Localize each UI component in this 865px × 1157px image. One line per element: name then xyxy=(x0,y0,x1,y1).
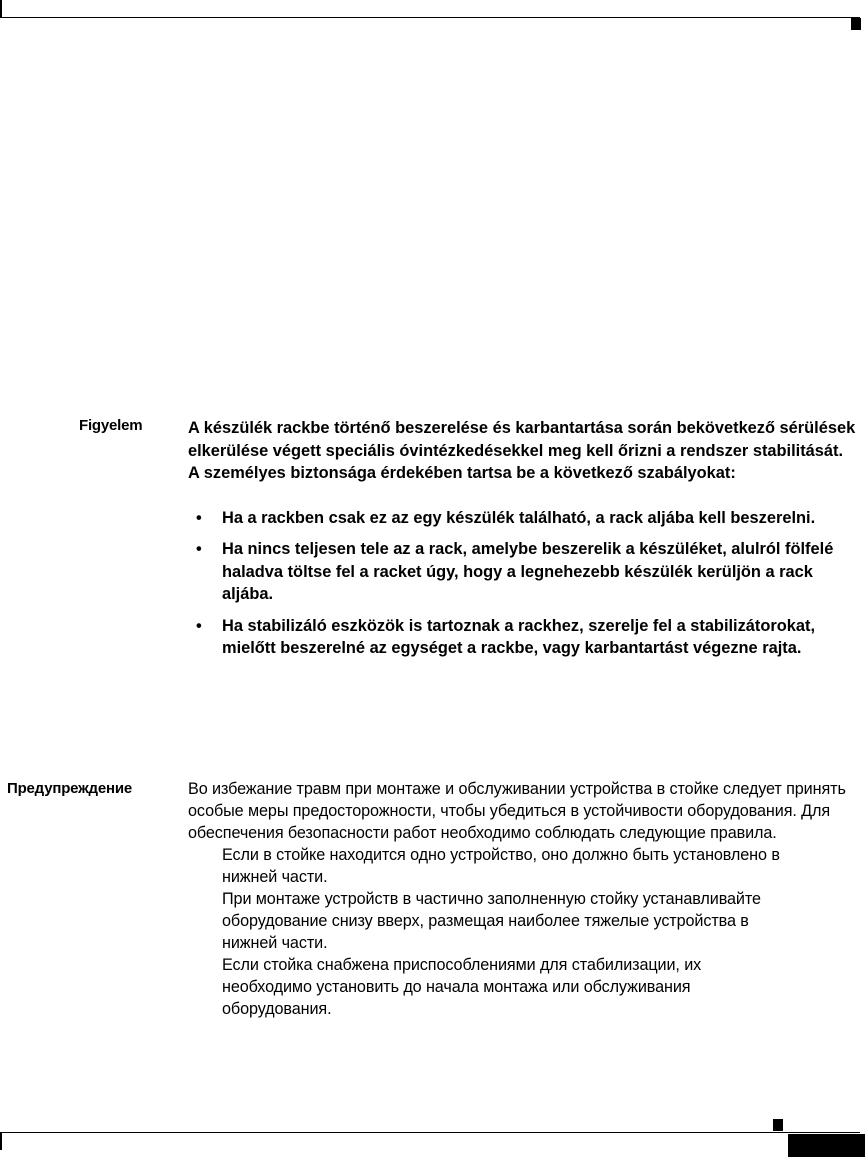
list-item: Если в стойке находится одно устройство, оно должно быть установлено в нижней части. xyxy=(222,846,780,886)
russian-warning-text xyxy=(188,778,858,1020)
hungarian-warning-text xyxy=(188,417,858,669)
footer-marker xyxy=(773,1119,783,1131)
list-item-text: Ha nincs teljesen tele az a rack, amelybe beszerelik a készüléket, alulról fölfelé haladva töltse fel a racket úgy, hogy a legnehezebb készülék kerüljön a rack aljába. xyxy=(222,540,834,603)
page-number-tab xyxy=(788,1134,865,1157)
bullet-icon: • xyxy=(196,508,202,527)
header-rule xyxy=(0,17,860,18)
list-item: При монтаже устройств в частично заполненную стойку устанавливайте оборудование снизу вверх, размещая наиболее тяжелые устройства в нижней части. xyxy=(222,890,761,952)
list-item xyxy=(188,538,858,606)
list-item xyxy=(188,615,858,660)
russian-warning-paragraph: Во избежание травм при монтаже и обслуживании устройства в стойке следует принять особые меры предосторожности, чтобы убедиться в устойчивости оборудования. Для обеспечения безопасности работ необходимо соблюдать следующие правила. xyxy=(188,780,846,842)
russian-warning-label: Предупреждение xyxy=(7,780,133,797)
bullet-icon: • xyxy=(196,616,202,635)
hungarian-warning-paragraph: A készülék rackbe történő beszerelése és karbantartása során bekövetkező sérülések elkerülése végett speciális óvintézkedésekkel meg kell őrizni a rendszer stabilitását. A személyes biztonsága érdekében tartsa be a következő szabályokat: xyxy=(188,419,856,482)
bullet-icon: • xyxy=(196,540,202,558)
russian-rule-list xyxy=(188,844,858,1020)
bottom-left-tick xyxy=(0,1132,2,1150)
header-marker xyxy=(851,18,861,30)
list-item: Если стойка снабжена приспособлениями для стабилизации, их необходимо установить до начала монтажа или обслуживания оборудования. xyxy=(222,956,702,1018)
hungarian-warning-label: Figyelem xyxy=(79,417,143,434)
hungarian-rule-list xyxy=(188,507,858,660)
list-item xyxy=(188,507,858,530)
footer-rule xyxy=(0,1132,860,1133)
list-item-text: Ha stabilizáló eszközök is tartoznak a rackhez, szerelje fel a stabilizátorokat, mielőtt beszerelné az egységet a rackbe, vagy karbantartást végezne rajta. xyxy=(222,616,816,657)
top-left-tick xyxy=(0,0,2,18)
list-item-text: Ha a rackben csak ez az egy készülék található, a rack aljába kell beszerelni. xyxy=(222,508,816,527)
